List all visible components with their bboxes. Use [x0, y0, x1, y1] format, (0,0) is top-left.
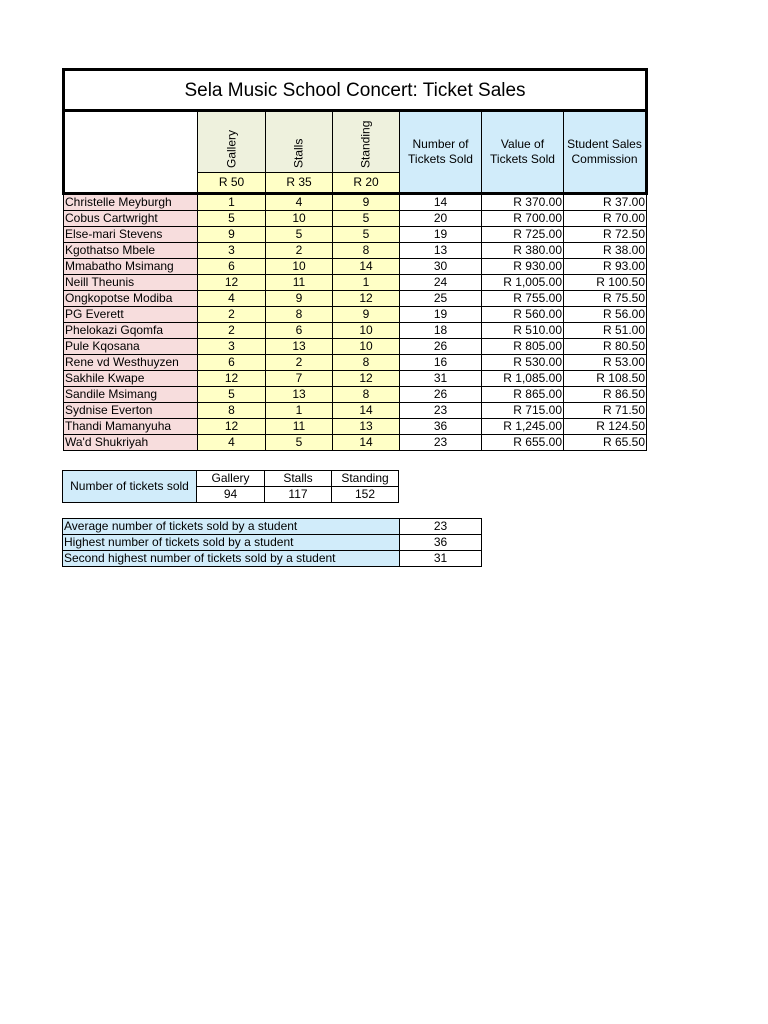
header-standing-label: Standing [358, 120, 373, 168]
tickets-sold-total[interactable]: 30 [400, 259, 482, 275]
gallery-count[interactable]: 2 [198, 323, 266, 339]
stats-row [63, 551, 482, 567]
tickets-sold-total[interactable]: 26 [400, 339, 482, 355]
sales-commission[interactable]: R 100.50 [564, 275, 647, 291]
header-gallery[interactable] [198, 111, 266, 173]
stalls-count[interactable]: 6 [266, 323, 333, 339]
tickets-sold-total[interactable]: 19 [400, 227, 482, 243]
table-row [64, 291, 647, 307]
standing-count[interactable]: 13 [333, 419, 400, 435]
blank-header-cell[interactable] [64, 111, 198, 194]
gallery-count[interactable]: 3 [198, 339, 266, 355]
tickets-sold-total[interactable]: 36 [400, 419, 482, 435]
student-name[interactable]: Mmabatho Msimang [64, 259, 198, 275]
sales-commission[interactable]: R 80.50 [564, 339, 647, 355]
stalls-count[interactable]: 2 [266, 243, 333, 259]
stat-second-highest-value[interactable]: 31 [400, 551, 482, 567]
stalls-count[interactable]: 7 [266, 371, 333, 387]
table-row [64, 307, 647, 323]
standing-count[interactable]: 10 [333, 323, 400, 339]
standing-count[interactable]: 12 [333, 371, 400, 387]
stalls-count[interactable]: 11 [266, 419, 333, 435]
sales-commission[interactable]: R 86.50 [564, 387, 647, 403]
header-stalls[interactable] [266, 111, 333, 173]
tickets-value[interactable]: R 700.00 [482, 211, 564, 227]
tickets-value[interactable]: R 370.00 [482, 194, 564, 211]
sales-commission[interactable]: R 93.00 [564, 259, 647, 275]
summary-value-gallery[interactable]: 94 [197, 487, 265, 503]
sales-commission[interactable]: R 108.50 [564, 371, 647, 387]
table-row [64, 435, 647, 451]
table-row [64, 259, 647, 275]
student-rows [64, 194, 647, 451]
tickets-sold-total[interactable]: 16 [400, 355, 482, 371]
gallery-count[interactable]: 3 [198, 243, 266, 259]
category-header-row [64, 111, 647, 173]
tickets-value[interactable]: R 930.00 [482, 259, 564, 275]
stalls-count[interactable]: 9 [266, 291, 333, 307]
tickets-value[interactable]: R 380.00 [482, 243, 564, 259]
table-row [64, 387, 647, 403]
sales-commission[interactable]: R 72.50 [564, 227, 647, 243]
sheet-title[interactable]: Sela Music School Concert: Ticket Sales [64, 70, 647, 111]
table-row [64, 339, 647, 355]
sales-commission[interactable]: R 71.50 [564, 403, 647, 419]
tickets-sold-total[interactable]: 18 [400, 323, 482, 339]
summary-header-standing[interactable]: Standing [332, 471, 399, 487]
gallery-count[interactable]: 4 [198, 435, 266, 451]
stat-second-highest-label[interactable]: Second highest number of tickets sold by a student [63, 551, 400, 567]
tickets-value[interactable]: R 755.00 [482, 291, 564, 307]
stalls-count[interactable]: 13 [266, 387, 333, 403]
summary-header-stalls[interactable]: Stalls [265, 471, 332, 487]
gallery-count[interactable]: 12 [198, 275, 266, 291]
table-row [64, 227, 647, 243]
standing-count[interactable]: 9 [333, 307, 400, 323]
student-name[interactable]: Neill Theunis [64, 275, 198, 291]
gallery-count[interactable]: 9 [198, 227, 266, 243]
gallery-count[interactable]: 6 [198, 259, 266, 275]
standing-count[interactable]: 9 [333, 194, 400, 211]
tickets-sold-total[interactable]: 26 [400, 387, 482, 403]
standing-count[interactable]: 5 [333, 211, 400, 227]
price-gallery[interactable]: R 50 [198, 173, 266, 194]
stalls-count[interactable]: 10 [266, 259, 333, 275]
student-name[interactable]: Kgothatso Mbele [64, 243, 198, 259]
gallery-count[interactable]: 5 [198, 211, 266, 227]
sales-commission[interactable]: R 51.00 [564, 323, 647, 339]
stats-row [63, 535, 482, 551]
student-name[interactable]: PG Everett [64, 307, 198, 323]
title-row [64, 70, 647, 111]
student-name[interactable]: Phelokazi Gqomfa [64, 323, 198, 339]
tickets-value[interactable]: R 1,245.00 [482, 419, 564, 435]
stalls-count[interactable]: 10 [266, 211, 333, 227]
header-commission[interactable]: Student Sales Commission [564, 111, 647, 194]
standing-count[interactable]: 14 [333, 435, 400, 451]
price-stalls[interactable]: R 35 [266, 173, 333, 194]
table-row [64, 194, 647, 211]
stalls-count[interactable]: 13 [266, 339, 333, 355]
table-row [64, 211, 647, 227]
stat-highest-value[interactable]: 36 [400, 535, 482, 551]
price-standing[interactable]: R 20 [333, 173, 400, 194]
table-row [64, 371, 647, 387]
stalls-count[interactable]: 5 [266, 435, 333, 451]
summary-header-gallery[interactable]: Gallery [197, 471, 265, 487]
sales-commission[interactable]: R 38.00 [564, 243, 647, 259]
stalls-count[interactable]: 5 [266, 227, 333, 243]
stat-average-value[interactable]: 23 [400, 519, 482, 535]
tickets-value[interactable]: R 715.00 [482, 403, 564, 419]
table-row [64, 355, 647, 371]
student-name[interactable]: Sakhile Kwape [64, 371, 198, 387]
table-row [64, 323, 647, 339]
student-name[interactable]: Wa'd Shukriyah [64, 435, 198, 451]
stalls-count[interactable]: 2 [266, 355, 333, 371]
gallery-count[interactable]: 5 [198, 387, 266, 403]
student-name[interactable]: Rene vd Westhuyzen [64, 355, 198, 371]
sales-commission[interactable]: R 56.00 [564, 307, 647, 323]
student-name[interactable]: Thandi Mamanyuha [64, 419, 198, 435]
stats-row [63, 519, 482, 535]
tickets-sold-total[interactable]: 13 [400, 243, 482, 259]
student-name[interactable]: Cobus Cartwright [64, 211, 198, 227]
tickets-sold-total[interactable]: 31 [400, 371, 482, 387]
standing-count[interactable]: 8 [333, 355, 400, 371]
sales-commission[interactable]: R 75.50 [564, 291, 647, 307]
tickets-sold-total[interactable]: 24 [400, 275, 482, 291]
gallery-count[interactable]: 8 [198, 403, 266, 419]
stat-highest-label[interactable]: Highest number of tickets sold by a student [63, 535, 400, 551]
gallery-count[interactable]: 12 [198, 419, 266, 435]
table-row [64, 243, 647, 259]
sales-commission[interactable]: R 65.50 [564, 435, 647, 451]
sales-commission[interactable]: R 124.50 [564, 419, 647, 435]
tickets-sold-total[interactable]: 14 [400, 194, 482, 211]
header-standing[interactable] [333, 111, 400, 173]
header-stalls-label: Stalls [291, 138, 306, 168]
standing-count[interactable]: 8 [333, 243, 400, 259]
stalls-count[interactable]: 4 [266, 194, 333, 211]
tickets-value[interactable]: R 510.00 [482, 323, 564, 339]
header-value-sold[interactable]: Value of Tickets Sold [482, 111, 564, 194]
table-row [64, 419, 647, 435]
gallery-count[interactable]: 4 [198, 291, 266, 307]
tickets-summary-table [62, 470, 399, 503]
tickets-value[interactable]: R 655.00 [482, 435, 564, 451]
table-row [64, 403, 647, 419]
standing-count[interactable]: 14 [333, 403, 400, 419]
gallery-count[interactable]: 12 [198, 371, 266, 387]
header-tickets-sold[interactable]: Number of Tickets Sold [400, 111, 482, 194]
standing-count[interactable]: 5 [333, 227, 400, 243]
ticket-sales-table [62, 68, 648, 451]
header-gallery-label: Gallery [224, 129, 238, 168]
tickets-sold-total[interactable]: 25 [400, 291, 482, 307]
summary-value-stalls[interactable]: 117 [265, 487, 332, 503]
standing-count[interactable]: 8 [333, 387, 400, 403]
standing-count[interactable]: 12 [333, 291, 400, 307]
standing-count[interactable]: 10 [333, 339, 400, 355]
student-name[interactable]: Pule Kqosana [64, 339, 198, 355]
student-name[interactable]: Sydnise Everton [64, 403, 198, 419]
gallery-count[interactable]: 1 [198, 194, 266, 211]
tickets-sold-total[interactable]: 19 [400, 307, 482, 323]
student-name[interactable]: Else-mari Stevens [64, 227, 198, 243]
tickets-value[interactable]: R 1,005.00 [482, 275, 564, 291]
summary-value-standing[interactable]: 152 [332, 487, 399, 503]
table-row [64, 275, 647, 291]
stalls-count[interactable]: 8 [266, 307, 333, 323]
summary-header-row [63, 471, 399, 487]
tickets-value[interactable]: R 1,085.00 [482, 371, 564, 387]
tickets-stats-table [62, 518, 482, 567]
student-name[interactable]: Christelle Meyburgh [64, 194, 198, 211]
tickets-value[interactable]: R 865.00 [482, 387, 564, 403]
stalls-count[interactable]: 11 [266, 275, 333, 291]
tickets-value[interactable]: R 560.00 [482, 307, 564, 323]
sales-commission[interactable]: R 53.00 [564, 355, 647, 371]
tickets-value[interactable]: R 725.00 [482, 227, 564, 243]
tickets-sold-total[interactable]: 20 [400, 211, 482, 227]
summary-label[interactable]: Number of tickets sold [63, 471, 197, 503]
student-name[interactable]: Ongkopotse Modiba [64, 291, 198, 307]
standing-count[interactable]: 14 [333, 259, 400, 275]
tickets-value[interactable]: R 805.00 [482, 339, 564, 355]
sales-commission[interactable]: R 37.00 [564, 194, 647, 211]
sales-commission[interactable]: R 70.00 [564, 211, 647, 227]
gallery-count[interactable]: 6 [198, 355, 266, 371]
stat-average-label[interactable]: Average number of tickets sold by a student [63, 519, 400, 535]
stalls-count[interactable]: 1 [266, 403, 333, 419]
gallery-count[interactable]: 2 [198, 307, 266, 323]
student-name[interactable]: Sandile Msimang [64, 387, 198, 403]
tickets-value[interactable]: R 530.00 [482, 355, 564, 371]
tickets-sold-total[interactable]: 23 [400, 435, 482, 451]
standing-count[interactable]: 1 [333, 275, 400, 291]
tickets-sold-total[interactable]: 23 [400, 403, 482, 419]
